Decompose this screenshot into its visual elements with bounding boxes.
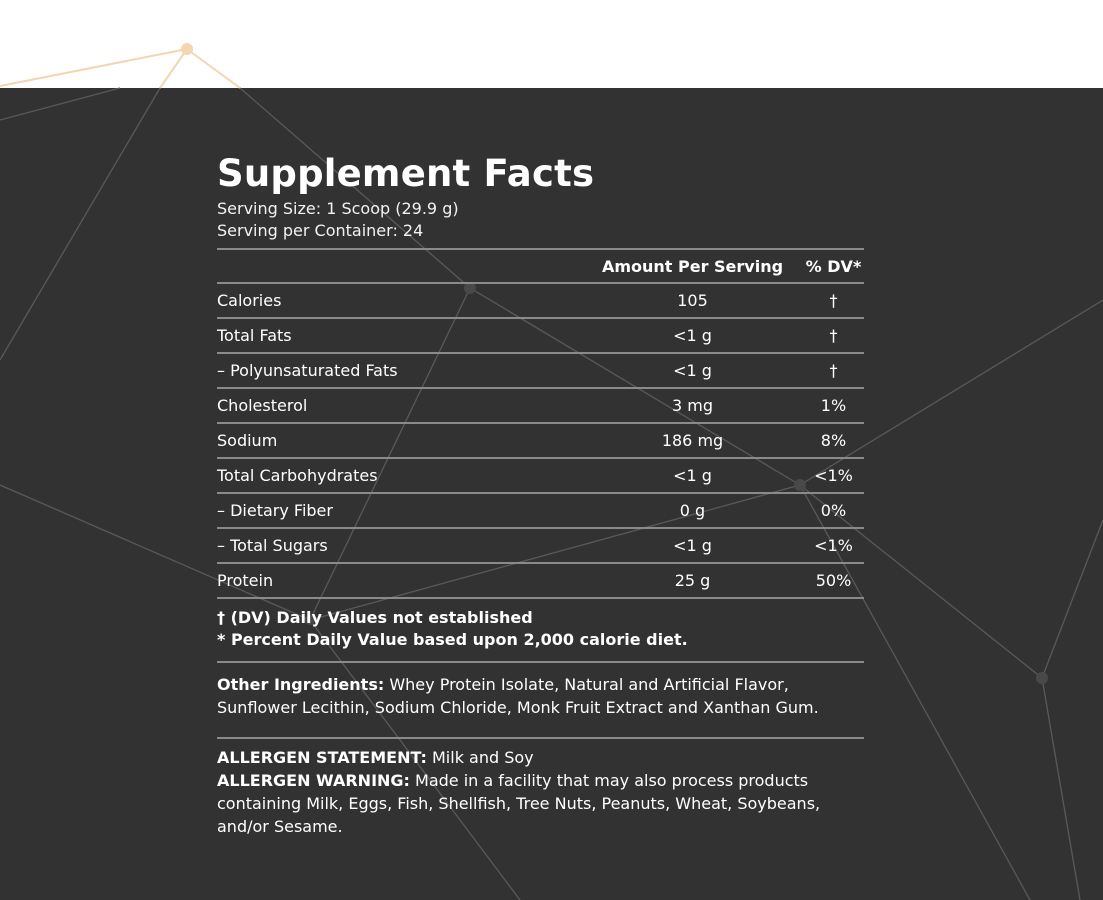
nutrient-name: Cholesterol [217,396,308,415]
footnote-star: * Percent Daily Value based upon 2,000 calorie diet. [217,630,688,649]
table-row [217,389,864,424]
nutrient-name: Calories [217,291,282,310]
nutrient-name: Total Fats [217,326,292,345]
servings-per-container: Serving per Container: 24 [217,221,424,240]
serving-size: Serving Size: 1 Scoop (29.9 g) [217,199,459,218]
table-row [217,529,864,564]
header-amount: Amount Per Serving [601,256,784,276]
section-divider [217,661,864,663]
table-row [217,459,864,494]
nutrient-dv: 1% [820,396,847,415]
nutrient-dv: † [829,291,838,310]
nutrient-dv: <1% [814,466,853,485]
nutrient-dv: † [829,326,838,345]
nutrient-amount: <1 g [673,536,712,555]
header-dv: % DV* [805,256,862,276]
other-ingredients-label: Other Ingredients: [217,675,385,694]
nutrient-amount: 105 [677,291,708,310]
table-row [217,564,864,599]
other-ingredients-text: Whey Protein Isolate, Natural and Artificial Flavor, Sunflower Lecithin, Sodium Chloride, Monk Fruit Extract and Xanthan Gum. [217,675,819,717]
nutrient-name: – Dietary Fiber [217,501,333,520]
nutrient-name: Protein [217,571,274,590]
table-row [217,354,864,389]
nutrient-amount: <1 g [673,466,712,485]
other-ingredients [217,673,864,739]
table-row [217,424,864,459]
nutrient-amount: <1 g [673,326,712,345]
nutrient-name: Sodium [217,431,278,450]
allergen-statement-label: ALLERGEN STATEMENT: [217,748,427,767]
nutrient-dv: 0% [820,501,847,520]
allergen-info [217,746,864,838]
table-row [217,319,864,354]
page-title: Supplement Facts [217,152,595,195]
nutrient-amount: 25 g [674,571,711,590]
allergen-statement [217,746,864,769]
nutrient-name: – Total Sugars [217,536,328,555]
nutrient-amount: 0 g [679,501,706,520]
allergen-statement-text: Milk and Soy [426,748,534,767]
nutrient-amount: <1 g [673,361,712,380]
allergen-warning [217,769,864,838]
table-row [217,494,864,529]
nutrient-dv: 8% [820,431,847,450]
nutrient-amount: 186 mg [661,431,724,450]
allergen-warning-label: ALLERGEN WARNING: [217,771,410,790]
nutrition-table [217,248,864,599]
supplement-facts-panel [217,150,864,838]
table-row [217,284,864,319]
nutrient-name: Total Carbohydrates [217,466,378,485]
nutrient-amount: 3 mg [671,396,713,415]
nutrient-dv: 50% [815,571,852,590]
allergen-warning-text: Made in a facility that may also process products containing Milk, Eggs, Fish, Shellfish, Tree Nuts, Peanuts, Wheat, Soybeans, and/or Sesame. [217,771,821,836]
nutrient-name: – Polyunsaturated Fats [217,361,398,380]
footnote-dagger: † (DV) Daily Values not established [217,608,533,627]
footnotes [217,607,864,651]
nutrient-dv: † [829,361,838,380]
nutrient-dv: <1% [814,536,853,555]
table-header-row [217,250,864,284]
